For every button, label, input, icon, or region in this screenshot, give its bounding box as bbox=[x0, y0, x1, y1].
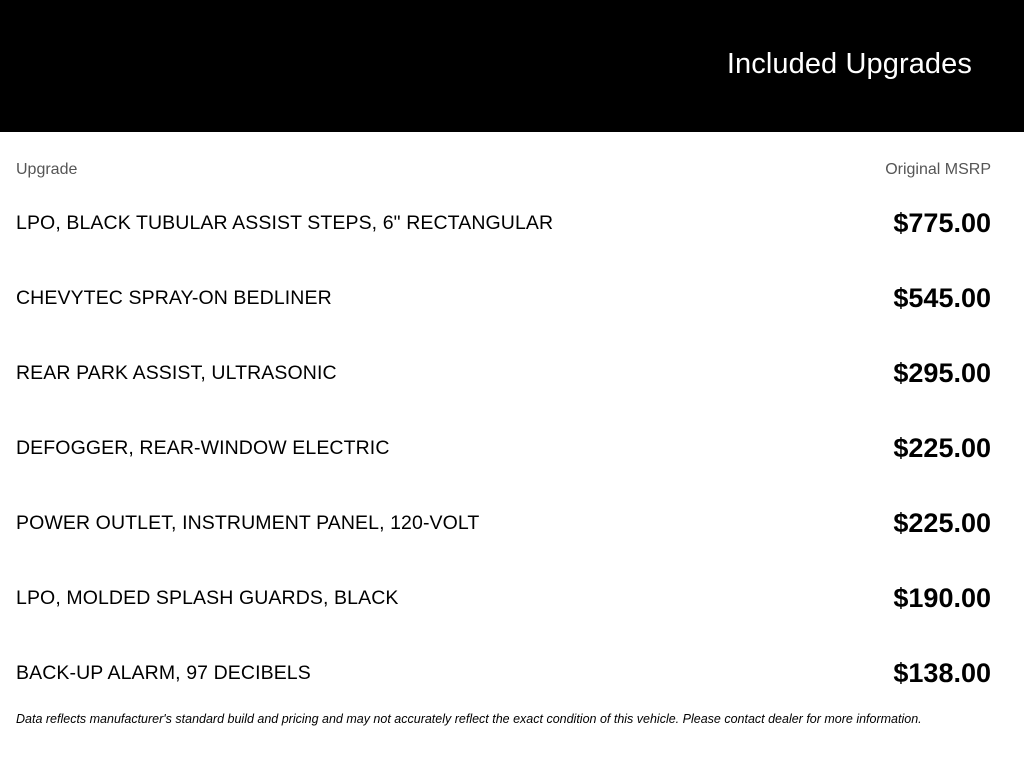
table-row bbox=[16, 561, 991, 636]
table-row bbox=[16, 186, 991, 261]
upgrade-price: $138.00 bbox=[893, 658, 991, 688]
column-header-upgrade: Upgrade bbox=[16, 161, 78, 178]
header-banner bbox=[0, 0, 1024, 132]
upgrade-price: $225.00 bbox=[893, 508, 991, 538]
column-header-msrp: Original MSRP bbox=[885, 161, 991, 178]
table-row bbox=[16, 636, 991, 711]
upgrade-price: $775.00 bbox=[893, 208, 991, 238]
upgrades-table bbox=[0, 132, 1024, 711]
upgrade-name: REAR PARK ASSIST, ULTRASONIC bbox=[16, 362, 337, 384]
upgrade-name: DEFOGGER, REAR-WINDOW ELECTRIC bbox=[16, 437, 390, 459]
upgrade-price: $295.00 bbox=[893, 358, 991, 388]
upgrade-price: $545.00 bbox=[893, 283, 991, 313]
table-body bbox=[16, 186, 991, 711]
table-row bbox=[16, 336, 991, 411]
table-row bbox=[16, 261, 991, 336]
upgrade-name: POWER OUTLET, INSTRUMENT PANEL, 120-VOLT bbox=[16, 512, 480, 534]
upgrade-name: BACK-UP ALARM, 97 DECIBELS bbox=[16, 662, 311, 684]
disclaimer-text: Data reflects manufacturer's standard build and pricing and may not accurately reflect the exact condition of this vehicle. Please contact dealer for more information. bbox=[16, 712, 922, 726]
table-row bbox=[16, 486, 991, 561]
upgrade-price: $225.00 bbox=[893, 433, 991, 463]
upgrade-name: LPO, MOLDED SPLASH GUARDS, BLACK bbox=[16, 587, 399, 609]
upgrade-name: LPO, BLACK TUBULAR ASSIST STEPS, 6" RECTANGULAR bbox=[16, 212, 554, 234]
upgrade-name: CHEVYTEC SPRAY-ON BEDLINER bbox=[16, 287, 332, 309]
upgrade-price: $190.00 bbox=[893, 583, 991, 613]
table-row bbox=[16, 411, 991, 486]
page-title: Included Upgrades bbox=[726, 48, 972, 80]
